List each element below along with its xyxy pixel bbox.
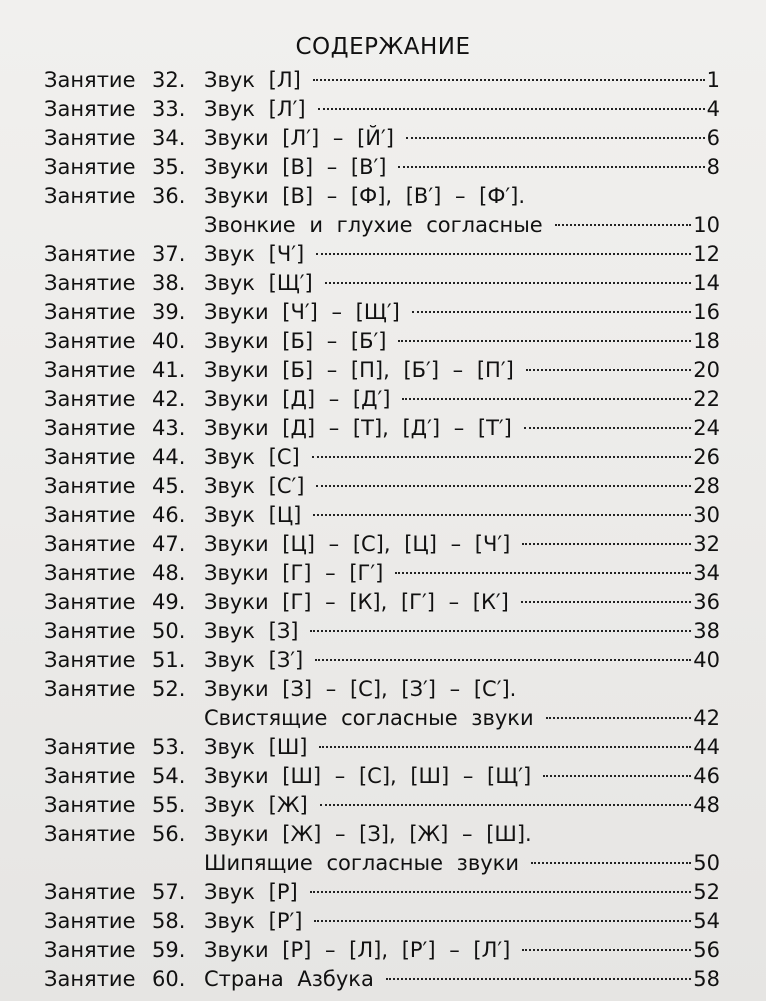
page-number: 46 xyxy=(693,764,720,788)
toc-entry xyxy=(204,762,720,791)
dot-leader xyxy=(402,398,691,400)
entry-title: Звуки [Г] – [Г′] xyxy=(204,561,384,585)
page-number: 8 xyxy=(706,155,720,179)
lesson-number: 55. xyxy=(152,793,186,817)
toc-row xyxy=(44,501,720,530)
lesson-number: 48. xyxy=(152,561,186,585)
lesson-label: Занятие xyxy=(44,126,136,150)
lesson-label: Занятие xyxy=(44,561,136,585)
dot-leader xyxy=(310,891,692,893)
toc-entry xyxy=(204,965,720,994)
lesson-label: Занятие xyxy=(44,184,136,208)
entry-title: Шипящие согласные звуки xyxy=(204,851,519,875)
page-number: 14 xyxy=(693,271,720,295)
entry-title: Звуки [З] – [С], [З′] – [С′]. xyxy=(204,677,517,701)
dot-leader xyxy=(521,601,691,603)
toc-row xyxy=(44,965,720,994)
toc-entry xyxy=(204,327,720,356)
entry-title: Звук [Р] xyxy=(204,880,298,904)
toc-row xyxy=(44,617,720,646)
lesson-number: 39. xyxy=(152,300,186,324)
page-number: 30 xyxy=(693,503,720,527)
lesson-label: Занятие xyxy=(44,909,136,933)
toc-row xyxy=(44,472,720,501)
page-number: 26 xyxy=(693,445,720,469)
page-number: 18 xyxy=(693,329,720,353)
lesson-label: Занятие xyxy=(44,97,136,121)
lesson-label: Занятие xyxy=(44,822,136,846)
page-number: 40 xyxy=(693,648,720,672)
entry-title: Звук [С] xyxy=(204,445,300,469)
toc-entry xyxy=(204,733,720,762)
page-number: 54 xyxy=(693,909,720,933)
page-number: 4 xyxy=(706,97,720,121)
toc-row xyxy=(44,182,720,211)
lesson-label: Занятие xyxy=(44,329,136,353)
lesson-number: 36. xyxy=(152,184,186,208)
page-number: 22 xyxy=(693,387,720,411)
dot-leader xyxy=(313,514,691,516)
dot-leader xyxy=(320,804,692,806)
toc-row xyxy=(44,124,720,153)
toc-row xyxy=(44,240,720,269)
dot-leader xyxy=(314,920,691,922)
lesson-label: Занятие xyxy=(44,793,136,817)
toc-row xyxy=(44,820,720,849)
toc-entry xyxy=(204,356,720,385)
toc-entry xyxy=(204,153,720,182)
toc-entry xyxy=(204,646,720,675)
lesson-number: 54. xyxy=(152,764,186,788)
lesson-number: 47. xyxy=(152,532,186,556)
entry-title: Звуки [Р] – [Л], [Р′] – [Л′] xyxy=(204,938,511,962)
lesson-number: 49. xyxy=(152,590,186,614)
toc-entry xyxy=(204,907,720,936)
lesson-label: Занятие xyxy=(44,416,136,440)
toc-row xyxy=(44,95,720,124)
toc-row xyxy=(44,327,720,356)
toc-entry xyxy=(204,182,720,211)
toc-entry xyxy=(204,791,720,820)
entry-title: Звуки [Ч′] – [Щ′] xyxy=(204,300,400,324)
entry-title: Звук [З] xyxy=(204,619,299,643)
toc-row xyxy=(44,849,720,878)
lesson-number: 53. xyxy=(152,735,186,759)
dot-leader xyxy=(406,137,705,139)
page-number: 32 xyxy=(693,532,720,556)
entry-title: Звук [Ж] xyxy=(204,793,308,817)
page-number: 44 xyxy=(693,735,720,759)
toc-row xyxy=(44,385,720,414)
page-number: 48 xyxy=(693,793,720,817)
lesson-number: 50. xyxy=(152,619,186,643)
page-number: 1 xyxy=(706,68,720,92)
toc-row xyxy=(44,153,720,182)
dot-leader xyxy=(526,369,691,371)
toc-entry xyxy=(204,501,720,530)
toc-row xyxy=(44,66,720,95)
lesson-label: Занятие xyxy=(44,68,136,92)
lesson-number: 38. xyxy=(152,271,186,295)
entry-title: Свистящие согласные звуки xyxy=(204,706,534,730)
entry-title: Страна Азбука xyxy=(204,967,374,991)
lesson-number: 51. xyxy=(152,648,186,672)
dot-leader xyxy=(319,746,691,748)
lesson-number: 40. xyxy=(152,329,186,353)
lesson-label: Занятие xyxy=(44,387,136,411)
dot-leader xyxy=(522,949,691,951)
page-number: 50 xyxy=(693,851,720,875)
lesson-label: Занятие xyxy=(44,880,136,904)
toc-entry xyxy=(204,298,720,327)
lesson-label: Занятие xyxy=(44,271,136,295)
lesson-label: Занятие xyxy=(44,764,136,788)
entry-title: Звуки [В] – [В′] xyxy=(204,155,387,179)
page-number: 58 xyxy=(693,967,720,991)
entry-title: Звук [Ч′] xyxy=(204,242,305,266)
page-title: СОДЕРЖАНИЕ xyxy=(295,34,471,60)
page-number: 28 xyxy=(693,474,720,498)
toc-row xyxy=(44,298,720,327)
page-number: 12 xyxy=(693,242,720,266)
toc-entry xyxy=(204,530,720,559)
toc-entry xyxy=(204,211,720,240)
lesson-label: Занятие xyxy=(44,532,136,556)
toc-entry xyxy=(204,878,720,907)
toc-row xyxy=(44,559,720,588)
dot-leader xyxy=(555,224,692,226)
lesson-number: 59. xyxy=(152,938,186,962)
lesson-label: Занятие xyxy=(44,938,136,962)
page-number: 24 xyxy=(693,416,720,440)
entry-title: Звук [Р′] xyxy=(204,909,303,933)
lesson-number: 32. xyxy=(152,68,186,92)
lesson-label: Занятие xyxy=(44,300,136,324)
toc-row xyxy=(44,675,720,704)
entry-title: Звук [З′] xyxy=(204,648,304,672)
toc-entry xyxy=(204,443,720,472)
dot-leader xyxy=(398,166,704,168)
dot-leader xyxy=(395,572,691,574)
toc-entry xyxy=(204,704,720,733)
page-number: 6 xyxy=(706,126,720,150)
lesson-number: 57. xyxy=(152,880,186,904)
dot-leader xyxy=(412,311,691,313)
dot-leader xyxy=(316,485,691,487)
lesson-number: 42. xyxy=(152,387,186,411)
toc-entry xyxy=(204,240,720,269)
entry-title: Звук [Л′] xyxy=(204,97,306,121)
toc-row xyxy=(44,762,720,791)
toc-row xyxy=(44,646,720,675)
page-number: 36 xyxy=(693,590,720,614)
lesson-number: 33. xyxy=(152,97,186,121)
page-number: 10 xyxy=(693,213,720,237)
entry-title: Звук [С′] xyxy=(204,474,305,498)
toc-row xyxy=(44,936,720,965)
lesson-number: 41. xyxy=(152,358,186,382)
lesson-number: 56. xyxy=(152,822,186,846)
lesson-label: Занятие xyxy=(44,648,136,672)
entry-title: Звуки [Г] – [К], [Г′] – [К′] xyxy=(204,590,509,614)
entry-title: Звуки [Л′] – [Й′] xyxy=(204,126,394,150)
toc-entry xyxy=(204,472,720,501)
dot-leader xyxy=(524,427,691,429)
dot-leader xyxy=(543,775,691,777)
entry-title: Звук [Щ′] xyxy=(204,271,313,295)
lesson-number: 43. xyxy=(152,416,186,440)
lesson-label: Занятие xyxy=(44,677,136,701)
dot-leader xyxy=(531,862,691,864)
toc-row xyxy=(44,414,720,443)
lesson-label: Занятие xyxy=(44,590,136,614)
lesson-label: Занятие xyxy=(44,474,136,498)
entry-title: Звуки [Ж] – [З], [Ж] – [Ш]. xyxy=(204,822,532,846)
lesson-number: 35. xyxy=(152,155,186,179)
table-of-contents xyxy=(44,66,720,994)
toc-entry xyxy=(204,820,720,849)
entry-title: Звуки [Д] – [Т], [Д′] – [Т′] xyxy=(204,416,512,440)
dot-leader xyxy=(398,340,691,342)
toc-entry xyxy=(204,95,720,124)
toc-row xyxy=(44,530,720,559)
entry-title: Звонкие и глухие согласные xyxy=(204,213,543,237)
lesson-label: Занятие xyxy=(44,445,136,469)
page-number: 34 xyxy=(693,561,720,585)
lesson-number: 60. xyxy=(152,967,186,991)
toc-row xyxy=(44,588,720,617)
entry-title: Звук [Ц] xyxy=(204,503,302,527)
toc-row xyxy=(44,733,720,762)
toc-entry xyxy=(204,559,720,588)
toc-row xyxy=(44,211,720,240)
entry-title: Звуки [Б] – [П], [Б′] – [П′] xyxy=(204,358,514,382)
lesson-number: 37. xyxy=(152,242,186,266)
toc-entry xyxy=(204,124,720,153)
page-number: 56 xyxy=(693,938,720,962)
lesson-label: Занятие xyxy=(44,967,136,991)
dot-leader xyxy=(318,108,705,110)
lesson-label: Занятие xyxy=(44,358,136,382)
page-number: 52 xyxy=(693,880,720,904)
entry-title: Звуки [Ц] – [С], [Ц] – [Ч′] xyxy=(204,532,511,556)
lesson-number: 52. xyxy=(152,677,186,701)
entry-title: Звуки [Ш] – [С], [Ш] – [Щ′] xyxy=(204,764,532,788)
dot-leader xyxy=(310,630,691,632)
lesson-number: 44. xyxy=(152,445,186,469)
dot-leader xyxy=(316,253,691,255)
entry-title: Звук [Л] xyxy=(204,68,301,92)
toc-entry xyxy=(204,588,720,617)
lesson-number: 46. xyxy=(152,503,186,527)
toc-entry xyxy=(204,617,720,646)
toc-entry xyxy=(204,849,720,878)
lesson-label: Занятие xyxy=(44,155,136,179)
entry-title: Звуки [В] – [Ф], [В′] – [Ф′]. xyxy=(204,184,526,208)
dot-leader xyxy=(386,978,691,980)
dot-leader xyxy=(312,456,692,458)
toc-row xyxy=(44,269,720,298)
toc-entry xyxy=(204,414,720,443)
dot-leader xyxy=(325,282,692,284)
toc-row xyxy=(44,907,720,936)
page-number: 20 xyxy=(693,358,720,382)
page-number: 42 xyxy=(693,706,720,730)
entry-title: Звук [Ш] xyxy=(204,735,308,759)
dot-leader xyxy=(313,79,705,81)
page-number: 38 xyxy=(693,619,720,643)
toc-row xyxy=(44,878,720,907)
lesson-label: Занятие xyxy=(44,503,136,527)
toc-entry xyxy=(204,385,720,414)
dot-leader xyxy=(522,543,691,545)
entry-title: Звуки [Д] – [Д′] xyxy=(204,387,391,411)
toc-row xyxy=(44,704,720,733)
lesson-label: Занятие xyxy=(44,242,136,266)
toc-entry xyxy=(204,675,720,704)
lesson-number: 58. xyxy=(152,909,186,933)
toc-entry xyxy=(204,269,720,298)
toc-entry xyxy=(204,936,720,965)
dot-leader xyxy=(546,717,692,719)
lesson-label: Занятие xyxy=(44,735,136,759)
entry-title: Звуки [Б] – [Б′] xyxy=(204,329,387,353)
toc-entry xyxy=(204,66,720,95)
lesson-number: 34. xyxy=(152,126,186,150)
lesson-label: Занятие xyxy=(44,619,136,643)
lesson-number: 45. xyxy=(152,474,186,498)
toc-row xyxy=(44,791,720,820)
dot-leader xyxy=(315,659,691,661)
toc-row xyxy=(44,443,720,472)
page-number: 16 xyxy=(693,300,720,324)
toc-row xyxy=(44,356,720,385)
